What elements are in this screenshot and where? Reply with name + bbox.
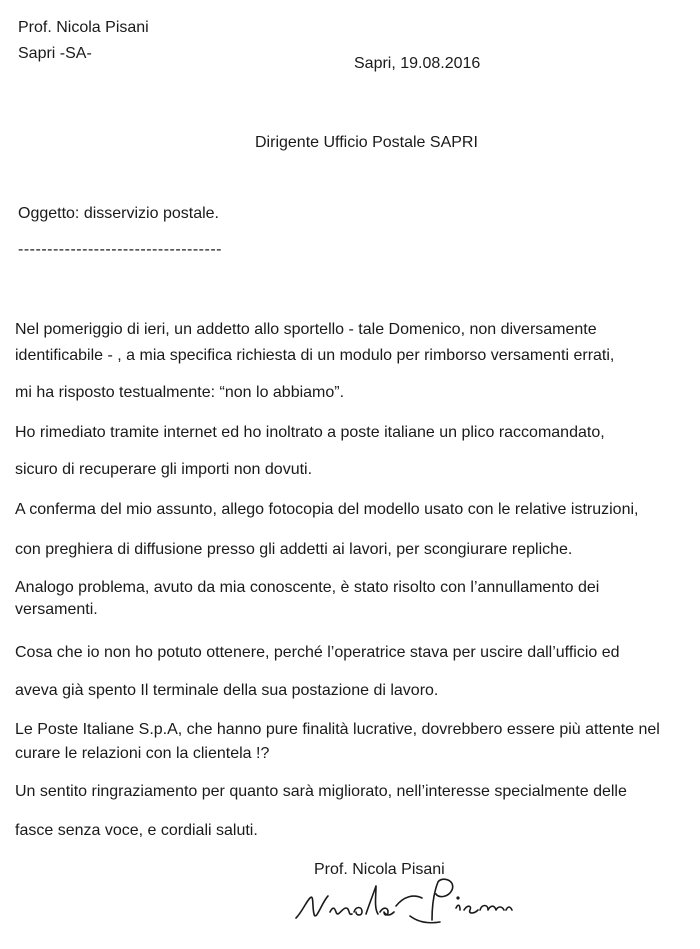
body-paragraph-1-line-1: Nel pomeriggio di ieri, un addetto allo sportello - tale Domenico, non diversamente (15, 321, 597, 338)
body-paragraph-6-line-2: versamenti. (15, 601, 98, 618)
body-paragraph-8: aveva già spento Il terminale della sua postazione di lavoro. (15, 682, 439, 699)
body-paragraph-9-line-2: curare le relazioni con la clientela !? (15, 745, 270, 762)
body-paragraph-9-line-1: Le Poste Italiane S.p.A, che hanno pure finalità lucrative, dovrebbero essere più attente nel (15, 721, 660, 738)
sender-name: Prof. Nicola Pisani (18, 19, 149, 36)
body-paragraph-6-line-1: Analogo problema, avuto da mia conoscente, è stato risolto con l’annullamento dei (15, 579, 600, 596)
signoff-name: Prof. Nicola Pisani (314, 861, 445, 878)
recipient: Dirigente Ufficio Postale SAPRI (255, 134, 478, 151)
body-paragraph-2: Ho rimediato tramite internet ed ho inoltrato a poste italiane un plico raccomandato, (15, 424, 605, 441)
body-paragraph-10: Un sentito ringraziamento per quanto sarà migliorato, nell’interesse specialmente delle (15, 783, 627, 800)
body-paragraph-11: fasce senza voce, e cordiali saluti. (15, 822, 258, 839)
body-paragraph-4: A conferma del mio assunto, allego fotocopia del modello usato con le relative istruzioni, (15, 501, 639, 518)
body-paragraph-3: sicuro di recuperare gli importi non dovuti. (15, 461, 313, 478)
letter-date: Sapri, 19.08.2016 (354, 55, 481, 72)
subject-separator: ----------------------------------- (18, 241, 222, 258)
subject-line: Oggetto: disservizio postale. (18, 205, 219, 222)
body-paragraph-7: Cosa che io non ho potuto ottenere, perché l’operatrice stava per uscire dall’ufficio ed (15, 644, 620, 661)
body-paragraph-5: con preghiera di diffusione presso gli addetti ai lavori, per scongiurare repliche. (15, 541, 573, 558)
body-paragraph-1-line-2: identificabile - , a mia specifica richiesta di un modulo per rimborso versamenti errati, (15, 347, 615, 364)
body-paragraph-1-line-3: mi ha risposto testualmente: “non lo abbiamo”. (15, 384, 345, 401)
sender-city: Sapri -SA- (18, 45, 92, 62)
handwritten-signature (292, 872, 522, 938)
